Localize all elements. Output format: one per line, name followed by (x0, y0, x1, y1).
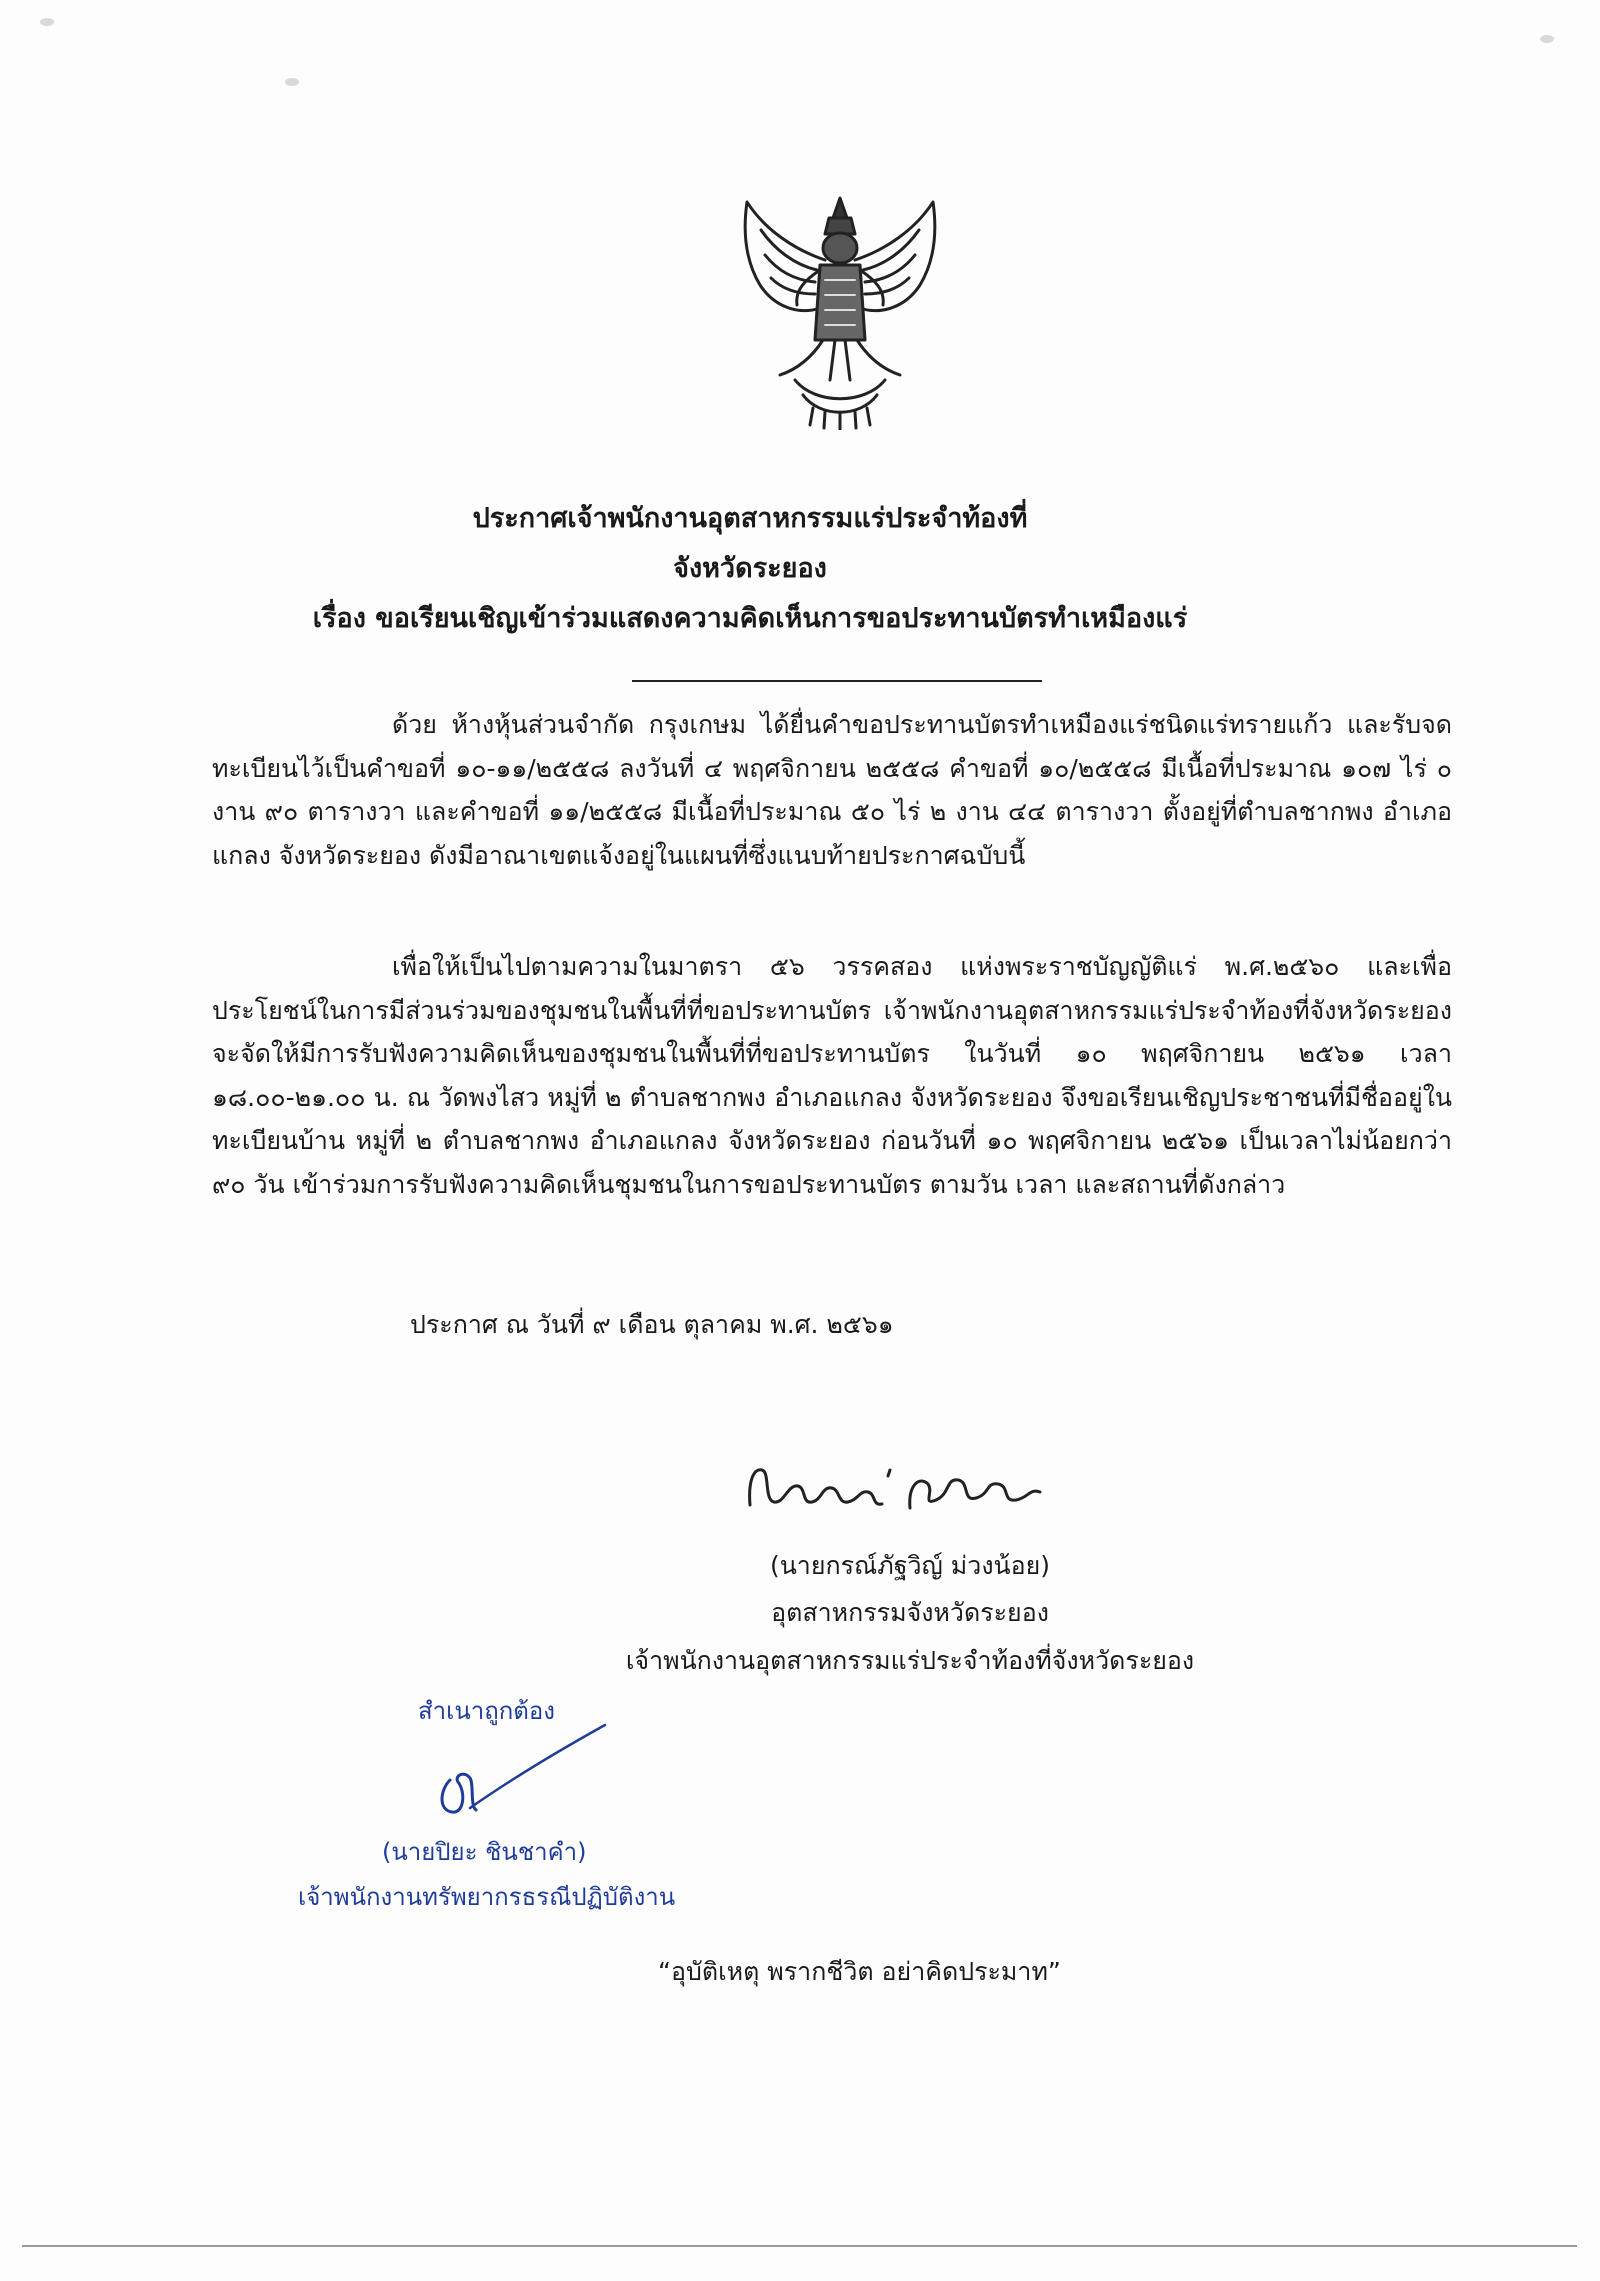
title-divider (632, 680, 1042, 682)
certified-copy-position: เจ้าพนักงานทรัพยากรธรณีปฏิบัติงาน (298, 1883, 676, 1911)
subject-title: เรื่อง ขอเรียนเชิญเข้าร่วมแสดงความคิดเห็นการขอประทานบัตรทำเหมืองแร่ (312, 603, 1188, 634)
handwritten-signature (740, 1450, 1060, 1525)
certified-copy-name: (นายปิยะ ชินชาคำ) (382, 1838, 587, 1866)
announcement-title: ประกาศเจ้าพนักงานอุตสาหกรรมแร่ประจำท้องที่ (472, 503, 1028, 534)
certified-copy-label: สำเนาถูกต้อง (418, 1697, 555, 1725)
signatory-position: อุตสาหกรรมจังหวัดระยอง (771, 1598, 1049, 1627)
safety-motto: “อุบัติเหตุ พรากชีวิต อย่าคิดประมาท” (658, 1957, 1061, 1986)
garuda-emblem-icon (725, 190, 955, 430)
scan-speck (285, 78, 299, 86)
certified-copy-signature (430, 1720, 610, 1830)
body-paragraph-1: ด้วย ห้างหุ้นส่วนจำกัด กรุงเกษม ได้ยื่นคำขอประทานบัตรทำเหมืองแร่ชนิดแร่ทรายแก้ว และรับจดทะเบียนไว้เป็นคำขอที่ ๑๐-๑๑/๒๕๕๘ ลงวันที่ ๔ พฤศจิกายน ๒๕๕๘ คำขอที่ ๑๐/๒๕๕๘ มีเนื้อที่ประมาณ ๑๐๗ ไร่ ๐ งาน ๙๐ ตารางวา และคำขอที่ ๑๑/๒๕๕๘ มีเนื้อที่ประมาณ ๕๐ ไร่ ๒ งาน ๔๔ ตารางวา ตั้งอยู่ที่ตำบลชากพง อำเภอแกลง จังหวัดระยอง ดังมีอาณาเขตแจ้งอยู่ในแผนที่ซึ่งแนบท้ายประกาศฉบับนี้ (212, 710, 1452, 870)
province-title: จังหวัดระยอง (673, 553, 827, 584)
scan-speck (1540, 35, 1554, 43)
signatory-official-title: เจ้าพนักงานอุตสาหกรรมแร่ประจำท้องที่จังหวัดระยอง (625, 1646, 1195, 1675)
bottom-divider (22, 2245, 1577, 2247)
scan-speck (40, 18, 54, 26)
announcement-dateline: ประกาศ ณ วันที่ ๙ เดือน ตุลาคม พ.ศ. ๒๕๖๑ (410, 1310, 894, 1339)
signatory-name: (นายกรณ์ภัฐวิญ์ ม่วงน้อย) (769, 1551, 1051, 1580)
body-paragraph-2: เพื่อให้เป็นไปตามความในมาตรา ๕๖ วรรคสอง แห่งพระราชบัญญัติแร่ พ.ศ.๒๕๖๐ และเพื่อประโยชน์ในการมีส่วนร่วมของชุมชนในพื้นที่ที่ขอประทานบัตร เจ้าพนักงานอุตสาหกรรมแร่ประจำท้องที่จังหวัดระยอง จะจัดให้มีการรับฟังความคิดเห็นของชุมชนในพื้นที่ที่ขอประทานบัตร ในวันที่ ๑๐ พฤศจิกายน ๒๕๖๑ เวลา ๑๘.๐๐-๒๑.๐๐ น. ณ วัดพงไสว หมู่ที่ ๒ ตำบลชากพง อำเภอแกลง จังหวัดระยอง จึงขอเรียนเชิญประชาชนที่มีชื่ออยู่ในทะเบียนบ้าน หมู่ที่ ๒ ตำบลชากพง อำเภอแกลง จังหวัดระยอง ก่อนวันที่ ๑๐ พฤศจิกายน ๒๕๖๑ เป็นเวลาไม่น้อยกว่า ๙๐ วัน เข้าร่วมการรับฟังความคิดเห็นชุมชนในการขอประทานบัตร ตามวัน เวลา และสถานที่ดังกล่าว (212, 952, 1452, 1199)
